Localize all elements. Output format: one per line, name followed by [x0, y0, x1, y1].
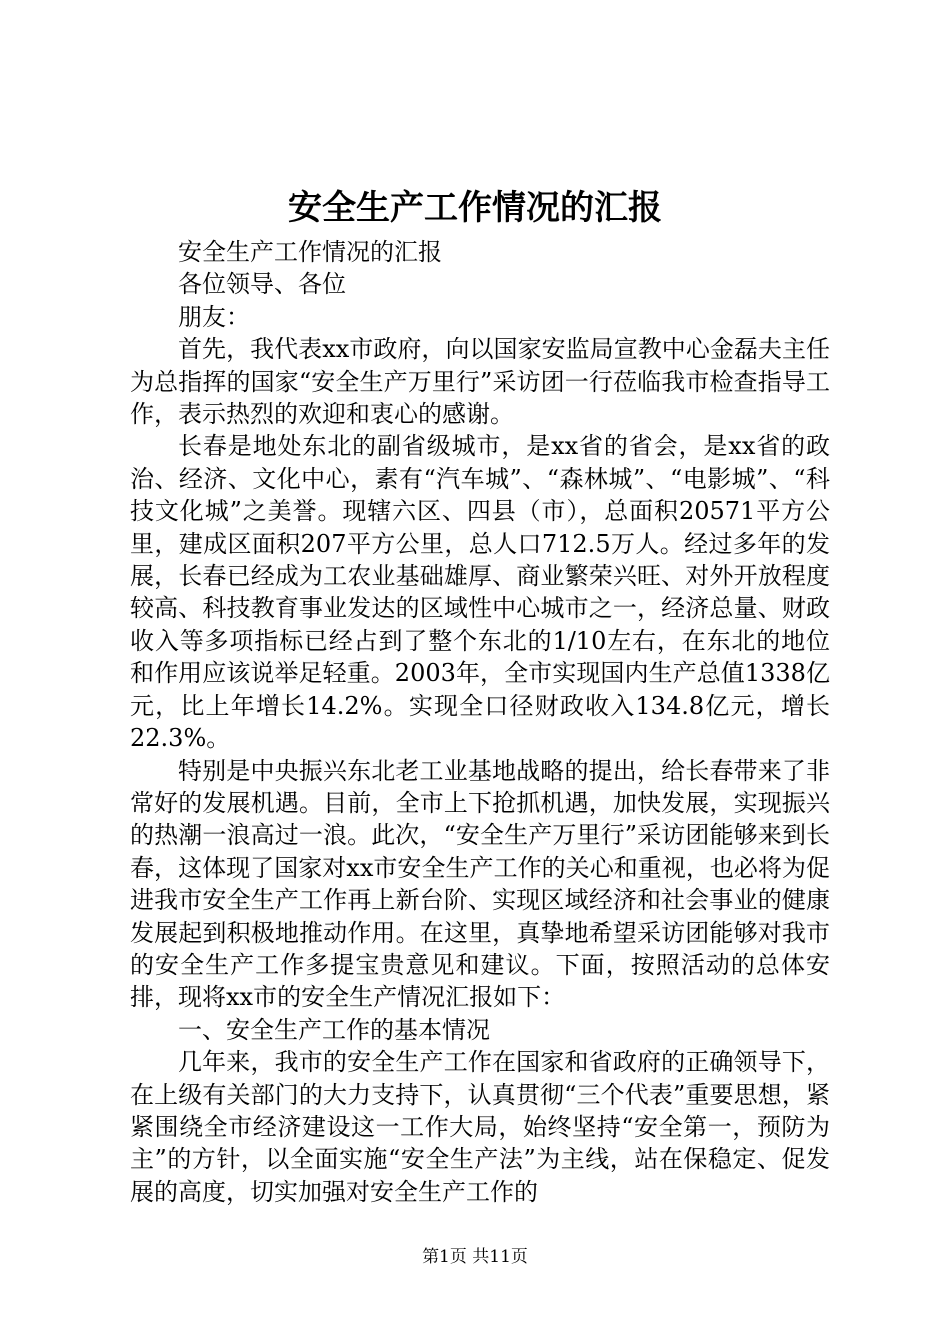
paragraph-salutation-cont: 朋友： [178, 302, 250, 331]
paragraph-basic-situation: 几年来，我市的安全生产工作在国家和省政府的正确领导下，在上级有关部门的大力支持下，认真贯彻“三个代表”重要思想，紧紧围绕全市经济建设这一工作大局，始终坚持“安全第一，预防为主”的方针，以全面实施“安全生产法”为主线，站在保稳定、促发展的高度，切实加强对安全生产工作的 [130, 1048, 830, 1206]
paragraph-welcome: 首先，我代表xx市政府，向以国家安监局宣教中心金磊夫主任为总指挥的国家“安全生产万里行”采访团一行莅临我市检查指导工作，表示热烈的欢迎和衷心的感谢。 [130, 335, 830, 429]
document-title: 安全生产工作情况的汇报 [288, 188, 662, 228]
page-footer: 第1页 共11页 [422, 1247, 528, 1267]
paragraph-heading-repeat: 安全生产工作情况的汇报 [178, 238, 442, 266]
paragraph-opportunity: 特别是中央振兴东北老工业基地战略的提出，给长春带来了非常好的发展机遇。目前，全市上下抢抓机遇，加快发展，实现振兴的热潮一浪高过一浪。此次，“安全生产万里行”采访团能够来到长春，这体现了国家对xx市安全生产工作的关心和重视，也必将为促进我市安全生产工作再上新台阶、实现区域经济和社会事业的健康发展起到积极地推动作用。在这里，真挚地希望采访团能够对我市的安全生产工作多提宝贵意见和建议。下面，按照活动的总体安排，现将xx市的安全生产情况汇报如下： [130, 756, 830, 1012]
section-heading: 一、安全生产工作的基本情况 [178, 1015, 490, 1044]
paragraph-salutation: 各位领导、各位 [178, 270, 346, 299]
document-body [130, 236, 830, 1208]
paragraph-city-overview: 长春是地处东北的副省级城市，是xx省的省会，是xx省的政治、经济、文化中心，素有“汽车城”、“森林城”、“电影城”、“科技文化城”之美誉。现辖六区、四县（市），总面积20571平方公里，建成区面积207平方公里，总人口712.5万人。经过多年的发展，长春已经成为工农业基础雄厚、商业繁荣兴旺、对外开放程度较高、科技教育事业发达的区域性中心城市之一，经济总量、财政收入等多项指标已经占到了整个东北的1/10左右，在东北的地位和作用应该说举足轻重。2003年，全市实现国内生产总值1338亿元，比上年增长14.2%。实现全口径财政收入134.8亿元，增长22.3%。 [130, 432, 830, 753]
